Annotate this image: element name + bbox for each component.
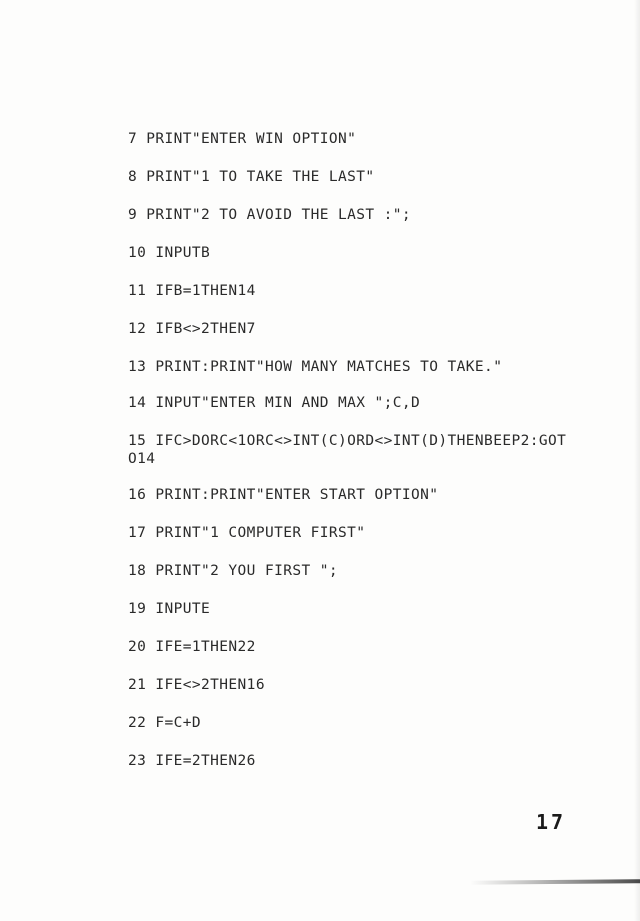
code-line-9: 9 PRINT"2 TO AVOID THE LAST :"; bbox=[128, 207, 412, 223]
basic-listing bbox=[128, 130, 568, 790]
code-line-18: 18 PRINT"2 YOU FIRST "; bbox=[128, 563, 338, 579]
code-line-15: 15 IFC>DORC<1ORC<>INT(C)ORD<>INT(D)THENBEEP2:GOTO14 bbox=[128, 433, 567, 467]
code-line-8: 8 PRINT"1 TO TAKE THE LAST" bbox=[128, 169, 375, 185]
code-line-20: 20 IFE=1THEN22 bbox=[128, 639, 256, 655]
code-line-13: 13 PRINT:PRINT"HOW MANY MATCHES TO TAKE." bbox=[128, 359, 503, 375]
code-line-23: 23 IFE=2THEN26 bbox=[128, 753, 256, 769]
code-line-21: 21 IFE<>2THEN16 bbox=[128, 677, 265, 693]
code-line-14: 14 INPUT"ENTER MIN AND MAX ";C,D bbox=[128, 395, 421, 411]
code-line-22: 22 F=C+D bbox=[128, 715, 202, 731]
code-line-7: 7 PRINT"ENTER WIN OPTION" bbox=[128, 131, 357, 147]
code-line-11: 11 IFB=1THEN14 bbox=[128, 283, 256, 299]
code-line-19: 19 INPUTE bbox=[128, 601, 211, 617]
code-line-12: 12 IFB<>2THEN7 bbox=[128, 321, 256, 337]
page-edge-shadow bbox=[634, 0, 640, 921]
scan-smudge bbox=[470, 879, 640, 884]
code-line-17: 17 PRINT"1 COMPUTER FIRST" bbox=[128, 525, 366, 541]
page-number: 17 bbox=[536, 810, 567, 834]
code-line-16: 16 PRINT:PRINT"ENTER START OPTION" bbox=[128, 487, 439, 503]
code-line-10: 10 INPUTB bbox=[128, 245, 211, 261]
